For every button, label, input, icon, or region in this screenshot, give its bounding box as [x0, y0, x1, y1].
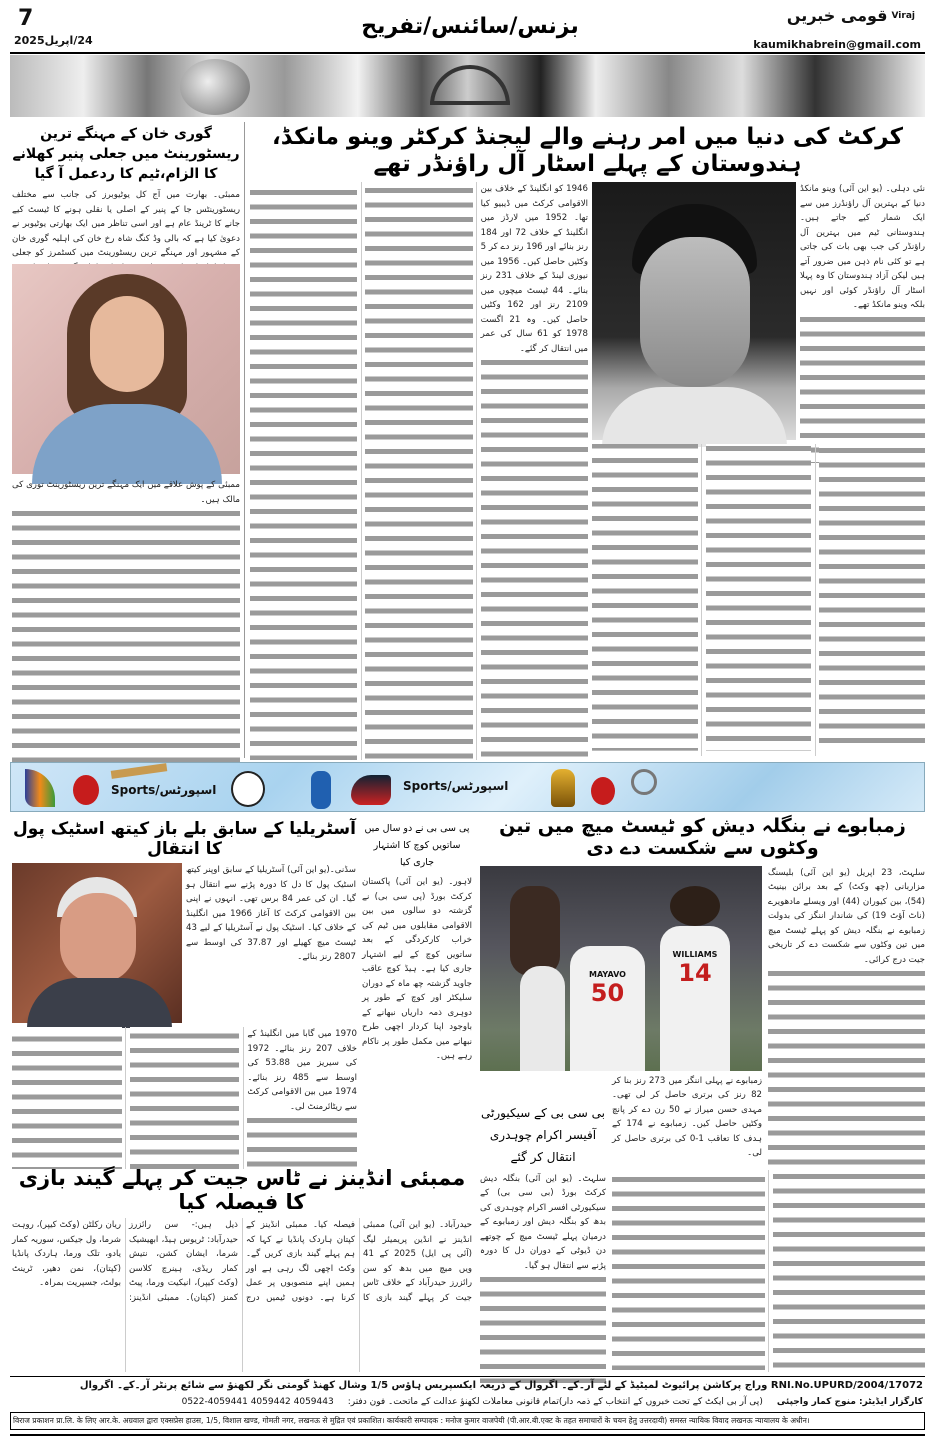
- player-jersey: [660, 926, 730, 1071]
- shuttlecock-icon: [25, 769, 55, 807]
- text-lines: [480, 1273, 606, 1383]
- jacket: [27, 978, 172, 1028]
- text-lines: [612, 1170, 925, 1370]
- text-lines: [800, 313, 925, 463]
- tennis-racket-icon: [631, 769, 657, 795]
- mumbai-body-text: حیدرآباد۔ (یو این آئی) ممبئی انڈینز نے انڈین پریمیئر لیگ (آئی پی ایل) 2025 کے 41 ویں میچ میں بدھ کو سن رائزرز حیدرآباد کے خلاف ٹاس جیت کر پہلے گیند بازی کا فیصلہ کیا۔ ممبئی انڈینز کے کپتان ہاردک پانڈیا نے کہا کہ ہم پہلے گیند بازی کریں گے۔ وکٹ اچھی لگ رہی ہے اور ہمیں اپنے منصوبوں پر عمل کرنا ہے۔ دونوں ٹیمیں درج ذیل ہیں:- سن رائزرز حیدرآباد: ٹریوس ہیڈ، ابھیشیک شرما، ایشان کشن، نتیش کمار ریڈی، ہینرچ کلاسن (وکٹ کیپر)، انیکیت ورما، پیٹ کمنز (کپتان)۔ ممبئی انڈینز: ریان رکلٹن (وکٹ کیپر)، روہت شرما، ول جیکس، سوریہ کمار یادو، تلک ورما، ہاردک پانڈیا (کپتان)، نمن دھیر، ٹرینٹ بولٹ، جسپریت بمراہ۔: [12, 1220, 472, 1303]
- stackpole-article: [12, 820, 357, 1162]
- banner-label-right: Sports/اسپورٹس: [403, 779, 509, 793]
- office-phones: 0522-4059441 4059442 4059443: [181, 1397, 334, 1407]
- logo: [787, 6, 915, 25]
- face: [640, 237, 750, 387]
- gauri-lead: ممبئی۔ بھارت میں آج کل یوٹیوبرز کی جانب سے مختلف ریسٹورینٹس جا کے پنیر کے اصلی یا نقلی ہونے کا ٹیسٹ کیے جانے کا ٹرینڈ عام ہے اور اسی تناظر میں ایک بھارتی یوٹیوبر نے دعویٰ کیا ہے کہ بالی وڈ کنگ شاہ رخ خان کی اہلیہ گوری خان کے مشہور اور مہنگے ترین ریسٹورینٹ میں کسٹمرز کو جعلی: [12, 190, 240, 258]
- face: [90, 296, 164, 392]
- contact-email: kaumikhabrein@gmail.com: [753, 38, 921, 51]
- text-lines: [592, 444, 925, 751]
- pcb-coach-headline: پی سی بی نے دو سال میں ساتویں کوچ کا اشتہار جاری کیا: [364, 823, 470, 868]
- security-officer-text: سلہٹ۔ (یو این آئی) بنگلہ دیش کرکٹ بورڈ (بی سی بی) کے سیکیورٹی افسر اکرام چوہدری کی بدھ کو بنگلہ دیش اور زمبابوے کے درمیان پہلے ٹیسٹ میچ کے چوتھے دن ڈیوٹی کے دوران دل کا دورہ پڑنے سے انتقال ہو گیا۔: [480, 1173, 606, 1271]
- banner-label-left: Sports/اسپورٹس: [111, 783, 217, 797]
- blazer: [32, 404, 222, 484]
- gauri-article: [12, 124, 240, 755]
- trophy-icon: [551, 769, 575, 807]
- globe-image: [180, 59, 250, 115]
- page-number: 7: [18, 6, 34, 31]
- column-divider: [244, 122, 245, 758]
- stackpole-lead: سڈنی۔(یو این آئی) آسٹریلیا کے سابق اوپنر کیتھ اسٹیک پول کا دل کا دورہ پڑنے سے انتقال ہو گیا۔ ان کی عمر 84 برس تھی۔ انہوں نے اپنی بین الاقوامی کرکٹ کا آغاز 1966 میں انگلینڈ کے خلاف کیا۔ اسٹیک پول نے آسٹریلیا کے لیے 43 ٹیسٹ میچ کھیلے اور 37.87 کی اوسط سے 2807 رنز بنائے۔: [186, 865, 356, 963]
- legal-note: (پی آر بی ایکٹ کے تحت خبروں کے انتخاب کے ذمہ دار)تمام قانونی معاملات لکھنؤ عدالت کے ماتحت۔ فون دفتر:: [347, 1397, 763, 1407]
- mankad-content: [250, 182, 925, 756]
- mankad-headline: کرکٹ کی دنیا میں امر رہنے والے لیجنڈ کرکٹر وینو مانکڈ، ہندوستان کے پہلے اسٹار آل راؤنڈر تھے: [272, 124, 903, 177]
- acting-editor: کارگزار ایڈیٹر: منوج کمار واجپئی: [776, 1397, 923, 1407]
- issue-date: 24/اپریل2025: [14, 34, 93, 47]
- mankad-body-text: 1946 کو انگلینڈ کے خلاف بین الاقوامی کرکٹ میں ڈیبیو کیا تھا۔ 1952 میں لارڈز میں انگلینڈ کے خلاف 72 اور 184 رنز بنائے اور 196 رنز دے کر 5 وکٹیں حاصل کیں۔ 1956 میں نیوزی لینڈ کے خلاف 231 رنز بنائے۔ 44 ٹیسٹ میچوں میں 2109 رنز اور 162 وکٹیں حاصل کیں۔ وہ 21 اگست 1978 کو 61 سال کی عمر میں انتقال کر گئے۔: [480, 184, 589, 354]
- shirt: [602, 387, 787, 447]
- stethoscope-image: [430, 65, 510, 105]
- footer-line-3: विराज प्रकाशन प्रा.लि. के लिए आर.के. अग्रवाल द्वारा एक्सप्रेस हाउस, 1/5, विशाल खण्ड, गोमती नगर, लखनऊ से मुद्रित एवं प्रकाशित। कार्यकारी सम्पादक : मनोज कुमार वाजपेयी (पी.आर.बी.एक्ट के तहत समाचारों के चयन हेतु उत्तरदायी) समस्त न्यायिक विवाद लखनऊ न्यायालय के अधीन।: [10, 1412, 925, 1430]
- security-officer-headline: بی سی بی کے سیکیورٹی آفیسر اکرام چوہدری انتقال کر گئے: [480, 1105, 605, 1164]
- cricket-ball-icon: [591, 777, 615, 805]
- text-lines: [768, 967, 925, 1167]
- gauri-body: [12, 478, 240, 755]
- mankad-lead-text: نئی دہلی۔ (یو این آئی) وینو مانکڈ دنیا کے بہترین آل راؤنڈرز میں سے ایک شمار کیے جاتے ہیں۔ ہندوستانی ٹیم میں بہترین آل راؤنڈر کی جب بھی بات کی جاتی ہے تو کئی نام ذہن میں ضرور آتے ہیں لیکن آزاد ہندوستان کا وہ پہلا اسٹار آل راؤنڈر کوئی اور نہیں بلکہ وینو مانکڈ تھے۔: [800, 184, 925, 310]
- zimbabwe-body-lower: [612, 1170, 925, 1372]
- jersey-number: 14: [678, 958, 712, 987]
- logo-mark: Viraj: [891, 10, 915, 21]
- sports-banner: [10, 762, 925, 812]
- zimbabwe-headline: زمبابوے نے بنگلہ دیش کو ٹیسٹ میچ میں تین وکٹوں سے شکست دے دی: [499, 815, 906, 859]
- security-officer-body: [480, 1172, 606, 1372]
- mumbai-article: [12, 1166, 472, 1372]
- mankad-body-lower: [592, 444, 925, 756]
- mankad-lead: [800, 182, 925, 442]
- batsman-icon: [311, 771, 331, 809]
- jersey-name: MAYAVO: [589, 969, 626, 979]
- vinoo-mankad-photo: [592, 182, 796, 440]
- zimbabwe-team-photo: [480, 866, 762, 1071]
- zimbabwe-content: [480, 866, 925, 1372]
- security-officer-article: [480, 1102, 606, 1372]
- gauri-khan-photo: [12, 264, 240, 474]
- football-icon: [231, 771, 265, 807]
- header-image-strip: [10, 55, 925, 117]
- player: [670, 886, 720, 926]
- player-jersey: [570, 946, 645, 1071]
- footer-rule: [10, 1376, 925, 1377]
- zimbabwe-lead: [768, 866, 925, 1166]
- section-title: بزنس/سائنس/تفریح: [361, 14, 579, 39]
- zimbabwe-body-text: زمبابوے نے پہلی اننگز میں 273 رنز بنا کر 82 رنز کی برتری حاصل کر لی تھی۔ مہدی حسن میراز نے 50 رن دے کر پانچ وکٹیں حاصل کیں۔ زمبابوے نے 174 کے ہدف کا تعاقب 1-0 کی برتری حاصل کر لی۔: [612, 1075, 763, 1159]
- wicket-icon: [111, 763, 168, 779]
- stackpole-body-text: 1970 میں گابا میں انگلینڈ کے خلاف 207 رنز بنائے۔ 1972 کی سیریز میں 53.88 کی اوسط سے 485 رنز بنائے۔ 1974 میں بین الاقوامی کرکٹ سے ریٹائرمنٹ لی۔: [247, 1029, 357, 1112]
- cricket-shoe-icon: [351, 775, 391, 805]
- bottom-rule: [10, 1434, 925, 1436]
- stackpole-body: [12, 1027, 357, 1162]
- logo-text: قومی خبریں: [786, 6, 888, 25]
- zimbabwe-body: [612, 1074, 762, 1166]
- pcb-coach-body: لاہور۔ (یو این آئی) پاکستان کرکٹ بورڈ (پی سی بی) نے گزشتہ دو سالوں میں بین الاقوامی مقابلوں میں ٹیم کی خراب کارکردگی کے بعد ساتویں کوچ کے لیے اشتہار جاری کیا ہے۔ ہیڈ کوچ عاقب جاوید گزشتہ چھ ماہ کے دوران سلیکٹر اور کوچ کے طور پر دوہری ذمہ داریاں نبھانے کے باوجود اپنا کردار اچھی طرح نبھانے میں مکمل طور پر ناکام رہے ہیں۔: [362, 877, 472, 1061]
- pcb-coach-article: [362, 820, 472, 1162]
- face: [60, 893, 136, 983]
- cricket-ball-icon: [73, 775, 99, 805]
- mankad-article: [250, 124, 925, 756]
- header-rule: [10, 52, 925, 54]
- footer-line-2: [12, 1396, 923, 1409]
- player: [510, 886, 560, 976]
- footer-line-1: RNI.No.UPURD/2004/17072 وراج پرکاشن پرائیوٹ لمیٹیڈ کے لئے آر۔کے۔ اگروال کے ذریعہ ایکسپریس ہاؤس 1/5 وشال کھنڈ گومتی نگر لکھنؤ سے شائع پرنٹر آر۔کے۔ اگروال: [79, 1380, 923, 1391]
- gauri-body-text: ممبئی کے پوش علاقے میں ایک مہنگے ترین ریسٹورینٹ توری کی مالک ہیں۔: [12, 480, 240, 505]
- keith-stackpole-photo: [12, 863, 182, 1023]
- stackpole-top-row: [12, 863, 357, 1023]
- jersey-number: 50: [590, 978, 625, 1007]
- jersey-name: WILLIAMS: [672, 949, 718, 959]
- mumbai-body: [12, 1218, 472, 1372]
- gauri-headline: گوری خان کے مہنگے ترین ریسٹورینٹ میں جعلی پنیر کھلانے کا الزام،ٹیم کا ردعمل آ گیا: [12, 126, 240, 182]
- zimbabwe-lead-text: سلہٹ، 23 اپریل (یو این آئی) بلیسنگ مزاربانی (چھ وکٹ) کے بعد برائن بینیٹ (54)، بین کیوران (44) اور ویسلے مادھویرے (ناٹ آؤٹ 19) کی شاندار اننگز کی بدولت زمبابوے نے بنگلہ دیش کو پہلے ٹیسٹ میچ میں تین وکٹوں سے شکست دے کر تاریخی جیت درج کرائی۔: [768, 867, 925, 965]
- zimbabwe-article: [480, 816, 925, 1372]
- stackpole-headline: آسٹریلیا کے سابق بلے باز کیتھ اسٹیک پول کا انتقال: [13, 819, 356, 859]
- player-jersey: [520, 966, 565, 1071]
- mankad-body: [250, 182, 588, 756]
- mumbai-headline: ممبئی انڈینز نے ٹاس جیت کر پہلے گیند بازی کا فیصلہ کیا: [18, 1166, 466, 1215]
